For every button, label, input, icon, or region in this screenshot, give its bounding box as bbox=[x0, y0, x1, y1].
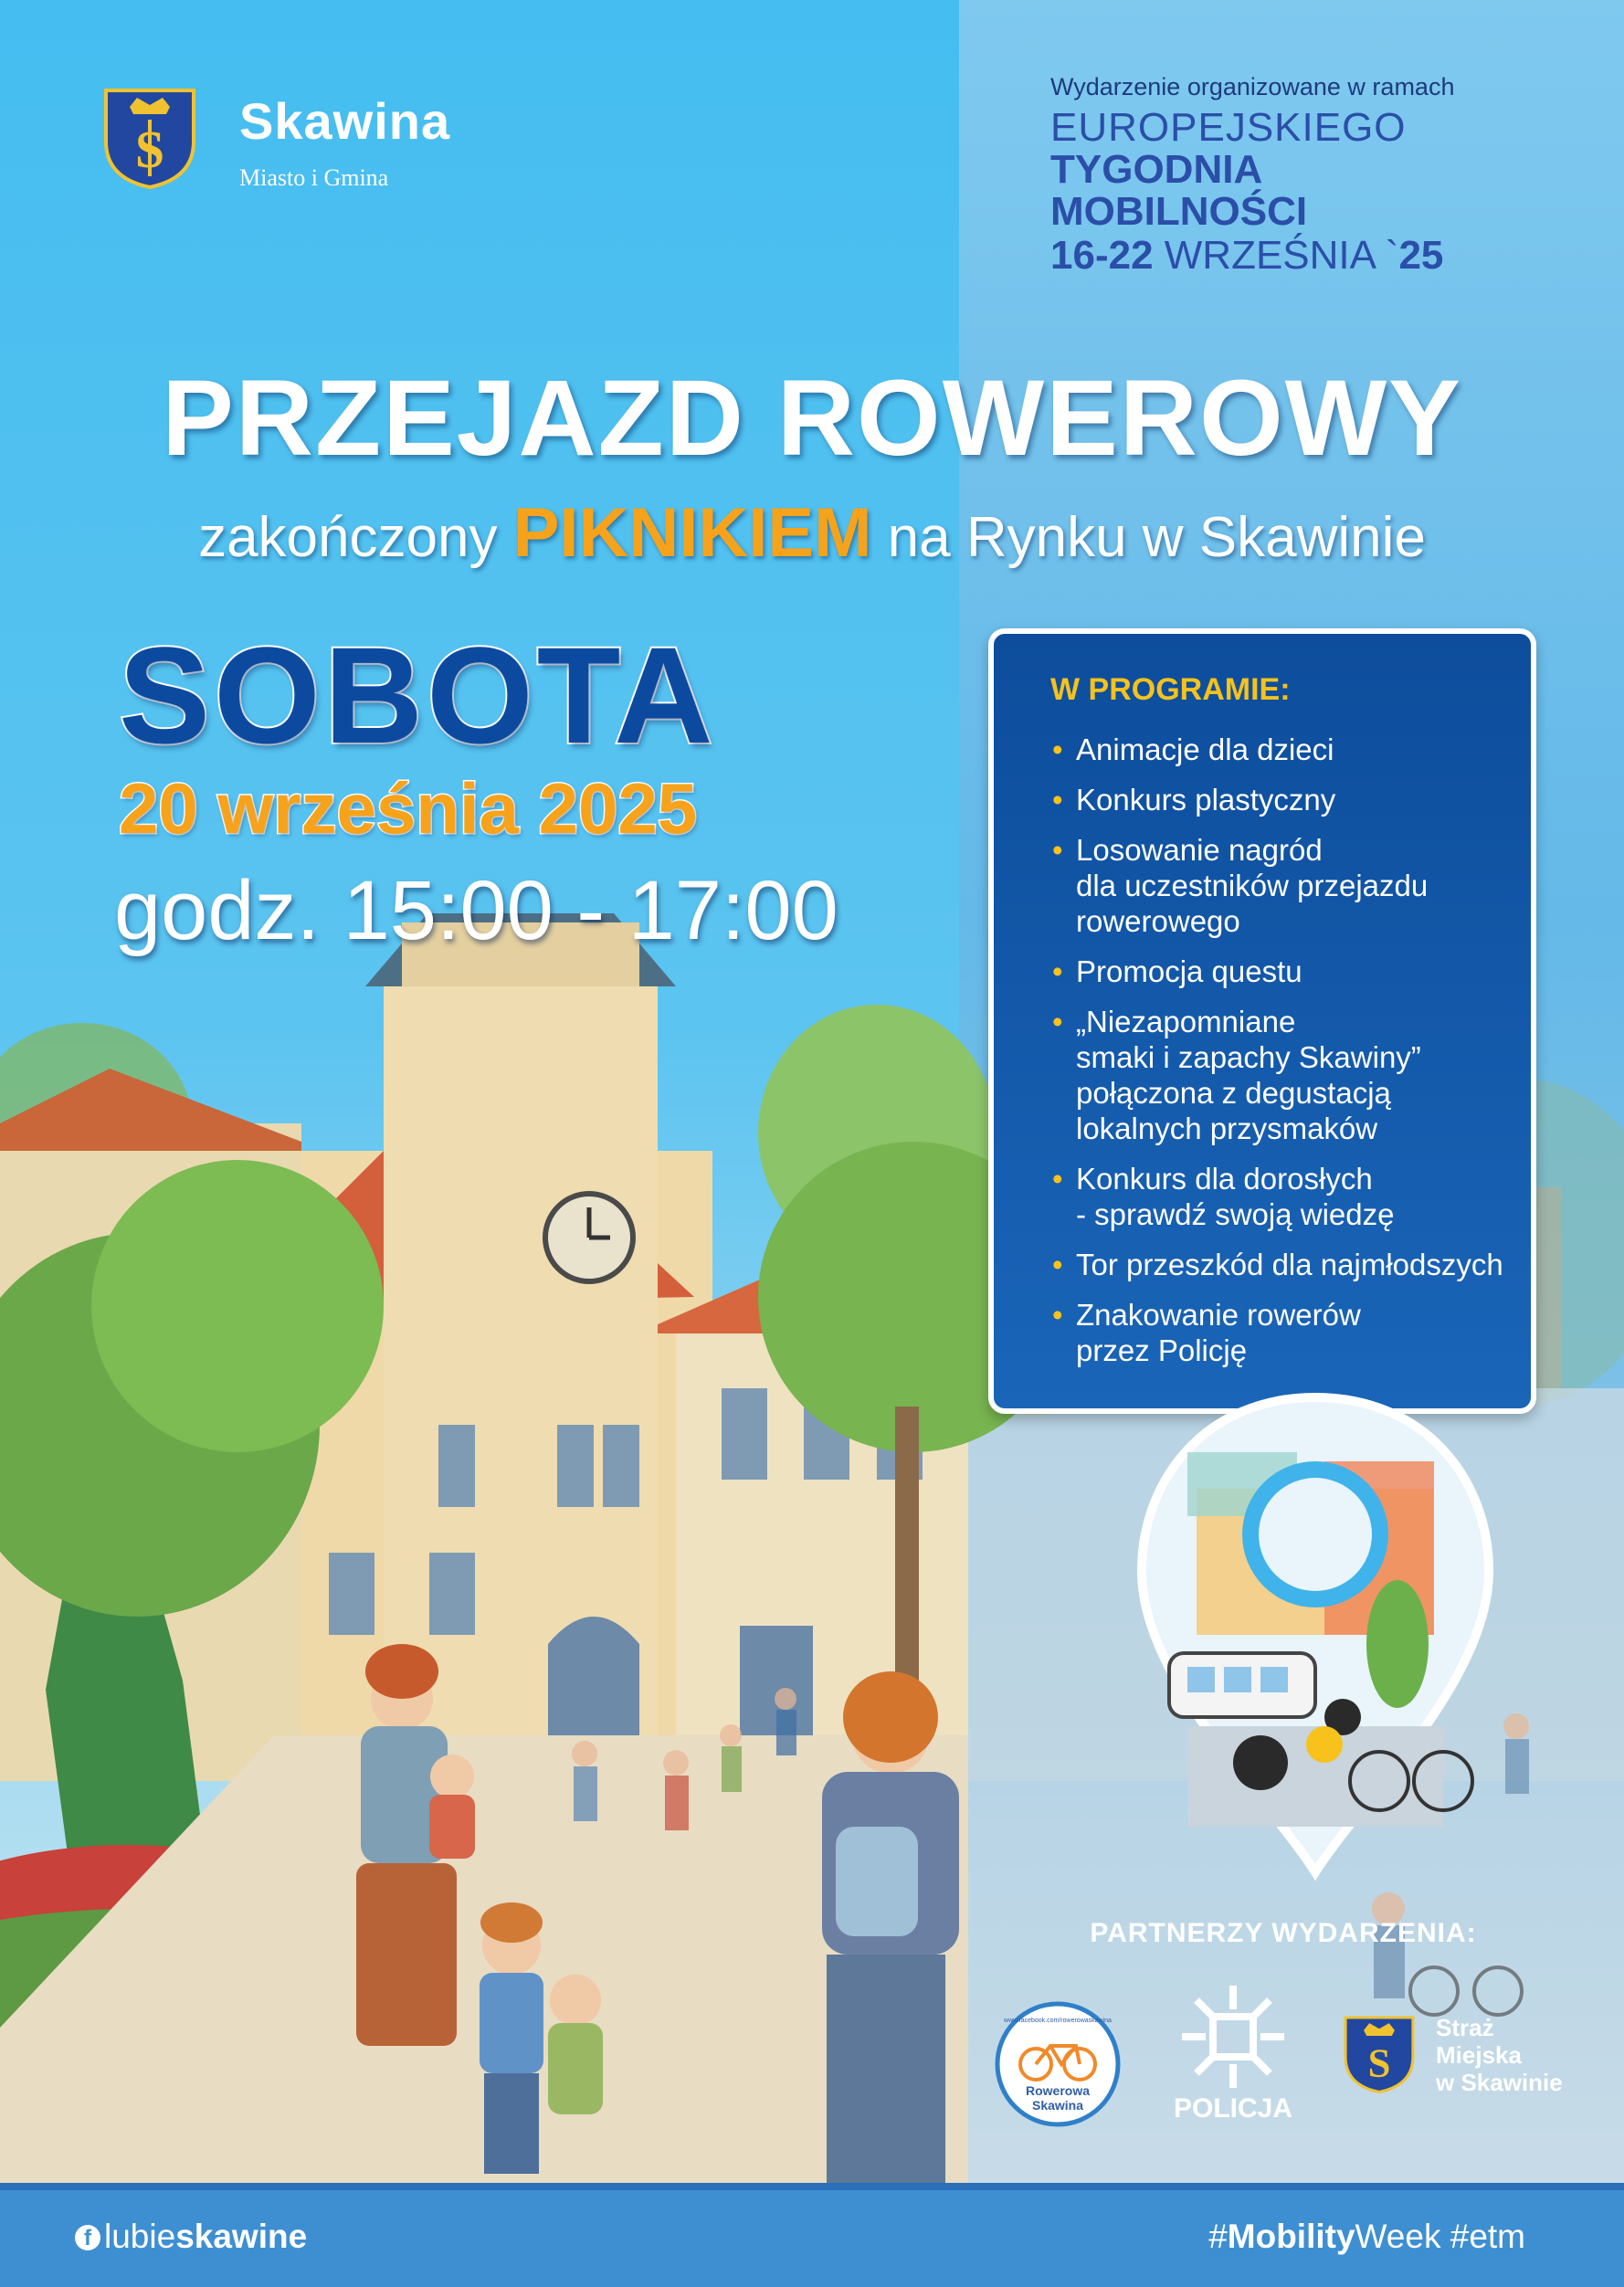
facebook-icon: f bbox=[75, 2225, 100, 2250]
facebook-handle[interactable] bbox=[75, 2218, 307, 2256]
bullet-icon: • bbox=[1052, 1005, 1063, 1038]
program-item-text: „Niezapomniane smaki i zapachy Skawiny” połączona z degustacją lokalnych przysmaków bbox=[1076, 1005, 1421, 1145]
brand-subtitle: Miasto i Gmina bbox=[239, 164, 389, 191]
program-panel bbox=[988, 628, 1536, 1414]
program-item bbox=[1052, 1247, 1522, 1282]
mobility-week-year: 25 bbox=[1398, 233, 1444, 278]
subtitle-before: zakończony bbox=[198, 506, 513, 569]
mobility-week-block bbox=[1050, 73, 1454, 279]
program-item bbox=[1052, 1161, 1522, 1232]
bullet-icon: • bbox=[1052, 954, 1063, 988]
program-item bbox=[1052, 732, 1522, 767]
bullet-icon: • bbox=[1052, 1162, 1063, 1196]
straz-miejska-label: Straż Miejska w Skawinie bbox=[1436, 2014, 1563, 2096]
bullet-icon: • bbox=[1052, 783, 1063, 817]
program-item-text: Losowanie nagród dla uczestników przejazdu rowerowego bbox=[1076, 833, 1429, 938]
skawina-crest-logo bbox=[102, 87, 197, 189]
program-item bbox=[1052, 782, 1522, 817]
hashtags bbox=[1208, 2218, 1525, 2256]
policja-star-icon bbox=[1178, 1982, 1288, 2092]
program-item-text: Konkurs dla dorosłych - sprawdź swoją wiedzę bbox=[1076, 1162, 1395, 1231]
mobility-week-days: 16-22 bbox=[1050, 233, 1154, 278]
mobility-week-intro: Wydarzenie organizowane w ramach bbox=[1050, 73, 1455, 100]
mobility-week-dates bbox=[1050, 233, 1454, 279]
program-item bbox=[1052, 1297, 1522, 1368]
rowerowa-url: www.facebook.com/rowerowaskawina bbox=[1004, 2018, 1112, 2024]
event-title: PRZEJAZD ROWEROWY bbox=[162, 358, 1462, 479]
footer-band bbox=[0, 2183, 1624, 2190]
brand-name: Skawina bbox=[239, 92, 451, 150]
facebook-handle-light: lubie bbox=[104, 2218, 176, 2255]
location-pin-graphic bbox=[1133, 1379, 1498, 1891]
mobility-week-line1: EUROPEJSKIEGO bbox=[1050, 105, 1407, 150]
program-list bbox=[1052, 732, 1522, 1368]
rowerowa-skawina-logo bbox=[994, 2000, 1122, 2128]
event-day: SOBOTA bbox=[119, 618, 717, 772]
program-item-text: Tor przeszkód dla najmłodszych bbox=[1076, 1248, 1503, 1281]
subtitle-highlight: PIKNIKIEM bbox=[512, 494, 872, 572]
hashtag-rest: Week #etm bbox=[1355, 2218, 1525, 2255]
bullet-icon: • bbox=[1052, 732, 1063, 766]
program-item-text: Konkurs plastyczny bbox=[1076, 783, 1336, 817]
rowerowa-label-line1: Rowerowa bbox=[1025, 2083, 1091, 2098]
program-title: W PROGRAMIE: bbox=[1050, 672, 1291, 707]
hashtag-prefix: # bbox=[1208, 2218, 1228, 2255]
subtitle-after: na Rynku w Skawinie bbox=[871, 506, 1426, 569]
hashtag-bold: Mobility bbox=[1227, 2218, 1355, 2255]
program-item bbox=[1052, 954, 1522, 989]
bullet-icon: • bbox=[1052, 1248, 1063, 1281]
program-item bbox=[1052, 832, 1522, 939]
program-item bbox=[1052, 1004, 1522, 1146]
partners-title: PARTNERZY WYDARZENIA: bbox=[1090, 1918, 1477, 1948]
mobility-week-month: WRZEŚNIA ` bbox=[1153, 233, 1399, 278]
mobility-week-line2: TYGODNIA bbox=[1050, 147, 1263, 192]
policja-label: POLICJA bbox=[1174, 2093, 1293, 2124]
facebook-handle-bold: skawine bbox=[175, 2218, 308, 2255]
event-subtitle bbox=[0, 493, 1624, 573]
rowerowa-label-line2: Skawina bbox=[1031, 2098, 1084, 2113]
bullet-icon: • bbox=[1052, 1298, 1063, 1332]
event-time: godz. 15:00 - 17:00 bbox=[114, 864, 838, 957]
program-item-text: Animacje dla dzieci bbox=[1076, 732, 1334, 766]
program-item-text: Promocja questu bbox=[1076, 954, 1302, 988]
mobility-week-line3: MOBILNOŚCI bbox=[1050, 189, 1308, 234]
bullet-icon: • bbox=[1052, 833, 1063, 867]
program-item-text: Znakowanie rowerów przez Policję bbox=[1076, 1298, 1361, 1367]
event-date: 20 września 2025 bbox=[119, 768, 698, 848]
svg-text:S: S bbox=[134, 120, 165, 179]
svg-text:S: S bbox=[1367, 2039, 1391, 2086]
straz-miejska-crest-icon bbox=[1343, 2014, 1416, 2094]
